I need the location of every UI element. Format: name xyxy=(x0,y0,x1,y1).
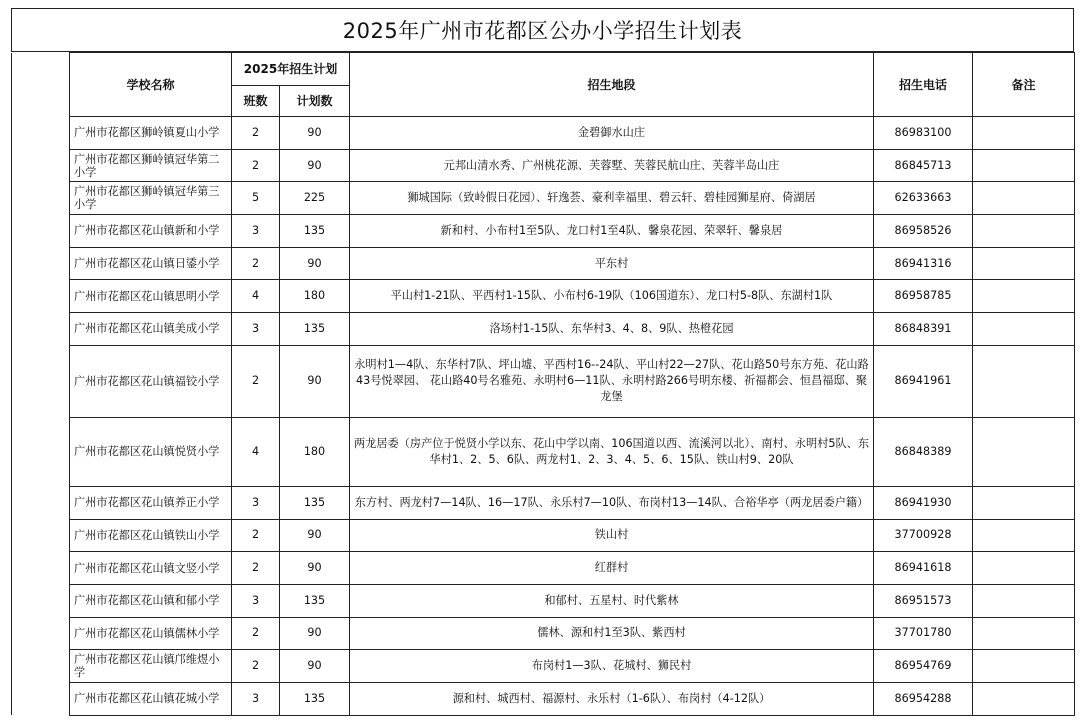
school-name-cell: 广州市花都区花山镇花城小学 xyxy=(70,682,232,715)
table-row xyxy=(12,584,1075,617)
classes-cell: 2 xyxy=(232,117,280,150)
table-row xyxy=(12,215,1075,248)
plan-count-cell: 90 xyxy=(280,117,350,150)
table-row xyxy=(12,650,1075,683)
blank-cell xyxy=(12,117,70,150)
table-row xyxy=(12,247,1075,280)
notes-cell xyxy=(973,117,1075,150)
plan-count-cell: 135 xyxy=(280,486,350,519)
classes-cell: 4 xyxy=(232,280,280,313)
table-row xyxy=(12,682,1075,715)
district-cell: 平东村 xyxy=(350,247,874,280)
classes-cell: 3 xyxy=(232,486,280,519)
notes-cell xyxy=(973,617,1075,650)
plan-count-cell: 180 xyxy=(280,417,350,486)
blank-cell xyxy=(12,486,70,519)
header-row-top xyxy=(12,53,1075,86)
district-cell: 布岗村1—3队、花城村、狮民村 xyxy=(350,650,874,683)
phone-cell: 86848389 xyxy=(874,417,973,486)
table-row xyxy=(12,617,1075,650)
district-cell: 儒林、源和村1至3队、紫西村 xyxy=(350,617,874,650)
blank-cell xyxy=(12,149,70,182)
school-name-cell: 广州市花都区花山镇养正小学 xyxy=(70,486,232,519)
school-name-cell: 广州市花都区花山镇和郁小学 xyxy=(70,584,232,617)
enrollment-table xyxy=(11,52,1075,716)
phone-cell: 86983100 xyxy=(874,117,973,150)
district-cell: 和郁村、五星村、时代紫林 xyxy=(350,584,874,617)
table-row xyxy=(12,552,1075,585)
notes-cell xyxy=(973,552,1075,585)
school-name-cell: 广州市花都区狮岭镇冠华第二小学 xyxy=(70,149,232,182)
classes-cell: 3 xyxy=(232,313,280,346)
phone-cell: 86954769 xyxy=(874,650,973,683)
blank-cell xyxy=(12,682,70,715)
notes-cell xyxy=(973,345,1075,417)
plan-count-cell: 90 xyxy=(280,519,350,552)
school-name-cell: 广州市花都区花山镇福铰小学 xyxy=(70,345,232,417)
phone-cell: 86941316 xyxy=(874,247,973,280)
classes-cell: 2 xyxy=(232,519,280,552)
phone-cell: 86941961 xyxy=(874,345,973,417)
table-row xyxy=(12,117,1075,150)
header-district: 招生地段 xyxy=(350,53,874,117)
plan-count-cell: 135 xyxy=(280,313,350,346)
classes-cell: 3 xyxy=(232,682,280,715)
notes-cell xyxy=(973,682,1075,715)
plan-count-cell: 90 xyxy=(280,149,350,182)
blank-cell xyxy=(12,519,70,552)
blank-cell xyxy=(12,280,70,313)
table-row xyxy=(12,182,1075,215)
district-cell: 狮城国际（致岭假日花园）、轩逸荟、豪利幸福里、碧云轩、碧桂园狮星府、倚湖居 xyxy=(350,182,874,215)
plan-count-cell: 135 xyxy=(280,584,350,617)
plan-count-cell: 90 xyxy=(280,345,350,417)
school-name-cell: 广州市花都区花山镇邝维煜小学 xyxy=(70,650,232,683)
phone-cell: 86954288 xyxy=(874,682,973,715)
school-name-cell: 广州市花都区花山镇铁山小学 xyxy=(70,519,232,552)
phone-cell: 86958785 xyxy=(874,280,973,313)
table-body xyxy=(12,117,1075,716)
classes-cell: 4 xyxy=(232,417,280,486)
table-row xyxy=(12,313,1075,346)
district-cell: 东方村、两龙村7—14队、16—17队、永乐村7—10队、布岗村13—14队、合裕华亭（两龙居委户籍） xyxy=(350,486,874,519)
district-cell: 红群村 xyxy=(350,552,874,585)
school-name-cell: 广州市花都区花山镇悦贤小学 xyxy=(70,417,232,486)
notes-cell xyxy=(973,650,1075,683)
district-cell: 洛场村1-15队、东华村3、4、8、9队、热橙花园 xyxy=(350,313,874,346)
notes-cell xyxy=(973,182,1075,215)
header-classes: 班数 xyxy=(232,86,280,117)
header-plan-group: 2025年招生计划 xyxy=(232,53,350,86)
district-cell: 平山村1-21队、平西村1-15队、小布村6-19队（106国道东）、龙口村5-8队、东湖村1队 xyxy=(350,280,874,313)
school-name-cell: 广州市花都区花山镇儒林小学 xyxy=(70,617,232,650)
classes-cell: 5 xyxy=(232,182,280,215)
table-row xyxy=(12,345,1075,417)
classes-cell: 2 xyxy=(232,345,280,417)
classes-cell: 3 xyxy=(232,215,280,248)
plan-count-cell: 90 xyxy=(280,617,350,650)
notes-cell xyxy=(973,313,1075,346)
phone-cell: 86848391 xyxy=(874,313,973,346)
phone-cell: 86951573 xyxy=(874,584,973,617)
classes-cell: 2 xyxy=(232,149,280,182)
plan-count-cell: 135 xyxy=(280,215,350,248)
district-cell: 源和村、城西村、福源村、永乐村（1-6队）、布岗村（4-12队） xyxy=(350,682,874,715)
school-name-cell: 广州市花都区花山镇思明小学 xyxy=(70,280,232,313)
blank-cell xyxy=(12,215,70,248)
notes-cell xyxy=(973,149,1075,182)
blank-column-header xyxy=(12,53,70,117)
plan-sheet xyxy=(11,8,1074,720)
header-notes: 备注 xyxy=(973,53,1075,117)
plan-count-cell: 90 xyxy=(280,650,350,683)
blank-cell xyxy=(12,247,70,280)
page-title: 2025年广州市花都区公办小学招生计划表 xyxy=(11,8,1074,52)
plan-count-cell: 225 xyxy=(280,182,350,215)
plan-count-cell: 135 xyxy=(280,682,350,715)
blank-cell xyxy=(12,417,70,486)
blank-cell xyxy=(12,552,70,585)
classes-cell: 2 xyxy=(232,552,280,585)
phone-cell: 37701780 xyxy=(874,617,973,650)
school-name-cell: 广州市花都区狮岭镇夏山小学 xyxy=(70,117,232,150)
district-cell: 铁山村 xyxy=(350,519,874,552)
district-cell: 永明村1—4队、东华村7队、坪山墟、平西村16--24队、平山村22—27队、花山路50号东方苑、花山路43号悦翠园、 花山路40号名雅苑、永明村6—11队、永明村路266号明东楼、祈福都会、恒昌福邸、聚龙堡 xyxy=(350,345,874,417)
phone-cell: 86958526 xyxy=(874,215,973,248)
table-row xyxy=(12,417,1075,486)
notes-cell xyxy=(973,519,1075,552)
phone-cell: 62633663 xyxy=(874,182,973,215)
blank-cell xyxy=(12,345,70,417)
plan-count-cell: 180 xyxy=(280,280,350,313)
blank-cell xyxy=(12,313,70,346)
notes-cell xyxy=(973,417,1075,486)
notes-cell xyxy=(973,486,1075,519)
phone-cell: 37700928 xyxy=(874,519,973,552)
phone-cell: 86941930 xyxy=(874,486,973,519)
header-school: 学校名称 xyxy=(70,53,232,117)
blank-cell xyxy=(12,650,70,683)
table-row xyxy=(12,280,1075,313)
blank-cell xyxy=(12,617,70,650)
header-plan-count: 计划数 xyxy=(280,86,350,117)
notes-cell xyxy=(973,247,1075,280)
notes-cell xyxy=(973,215,1075,248)
header-phone: 招生电话 xyxy=(874,53,973,117)
phone-cell: 86845713 xyxy=(874,149,973,182)
classes-cell: 2 xyxy=(232,617,280,650)
notes-cell xyxy=(973,584,1075,617)
district-cell: 元邦山清水秀、广州桃花源、芙蓉墅、芙蓉民航山庄、芙蓉半岛山庄 xyxy=(350,149,874,182)
phone-cell: 86941618 xyxy=(874,552,973,585)
blank-cell xyxy=(12,584,70,617)
table-row xyxy=(12,519,1075,552)
school-name-cell: 广州市花都区花山镇新和小学 xyxy=(70,215,232,248)
school-name-cell: 广州市花都区花山镇文竖小学 xyxy=(70,552,232,585)
classes-cell: 2 xyxy=(232,247,280,280)
district-cell: 两龙居委（房产位于悦贤小学以东、花山中学以南、106国道以西、流溪河以北）、南村、永明村5队、东华村1、2、5、6队、两龙村1、2、3、4、5、6、15队、铁山村9、20队 xyxy=(350,417,874,486)
plan-count-cell: 90 xyxy=(280,247,350,280)
classes-cell: 2 xyxy=(232,650,280,683)
table-row xyxy=(12,486,1075,519)
school-name-cell: 广州市花都区花山镇日鋈小学 xyxy=(70,247,232,280)
blank-cell xyxy=(12,182,70,215)
table-row xyxy=(12,149,1075,182)
notes-cell xyxy=(973,280,1075,313)
school-name-cell: 广州市花都区狮岭镇冠华第三小学 xyxy=(70,182,232,215)
plan-count-cell: 90 xyxy=(280,552,350,585)
classes-cell: 3 xyxy=(232,584,280,617)
district-cell: 金碧御水山庄 xyxy=(350,117,874,150)
school-name-cell: 广州市花都区花山镇美成小学 xyxy=(70,313,232,346)
district-cell: 新和村、小布村1至5队、龙口村1至4队、馨泉花园、荣翠轩、馨泉居 xyxy=(350,215,874,248)
